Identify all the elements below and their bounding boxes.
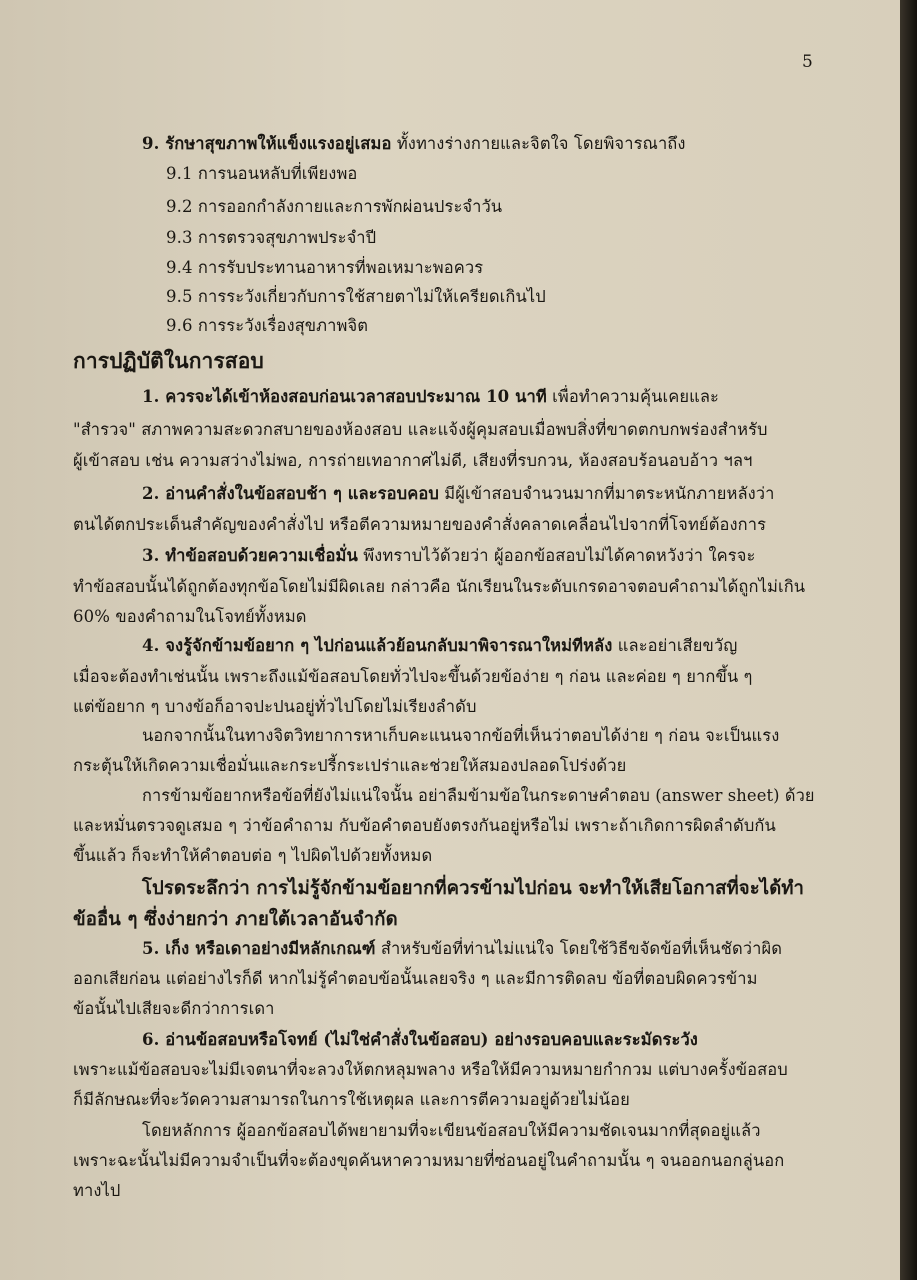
section-heading-exam: การปฏิบัติในการสอบ (73, 348, 264, 373)
para4c-line3: ขึ้นแล้ว ก็จะทำให้คำตอบต่อ ๆ ไปผิดไปด้วยทั้งหมด (73, 846, 433, 865)
section9-item: 9.2 การออกกำลังกายและการพักผ่อนประจำวัน (166, 197, 503, 216)
para6-line3: ก็มีลักษณะที่จะวัดความสามารถในการใช้เหตุผล และการตีความอยู่ด้วยไม่น้อย (73, 1090, 630, 1109)
para4-rest: และอย่าเสียขวัญ (612, 636, 738, 655)
reminder-line2: ข้ออื่น ๆ ซึ่งง่ายกว่า ภายใต้เวลาอันจำกัด (73, 909, 398, 930)
section9-heading-line (142, 131, 686, 157)
para6b-line2: เพราะฉะนั้นไม่มีความจำเป็นที่จะต้องขุดค้นหาความหมายที่ซ่อนอยู่ในคำถามนั้น ๆ จนออกนอกลู่นอก (73, 1151, 785, 1170)
para3-line1 (142, 543, 756, 569)
para6-line2: เพราะแม้ข้อสอบจะไม่มีเจตนาที่จะลวงให้ตกหลุมพลาง หรือให้มีความหมายกำกวม แต่บางครั้งข้อสอบ (73, 1060, 788, 1079)
para5-line2: ออกเสียก่อน แต่อย่างไรก็ดี หากไม่รู้คำตอบข้อนั้นเลยจริง ๆ และมีการติดลบ ข้อที่ตอบผิดควรข้าม (73, 969, 758, 988)
para2-lead: 2. อ่านคำสั่งในข้อสอบช้า ๆ และรอบคอบ (142, 484, 439, 503)
para5-line3: ข้อนั้นไปเสียจะดีกว่าการเดา (73, 999, 275, 1018)
para5-lead: 5. เก็ง หรือเดาอย่างมีหลักเกณฑ์ (142, 939, 376, 958)
section9-title: 9. รักษาสุขภาพให้แข็งแรงอยู่เสมอ (142, 134, 392, 153)
para4-line2: เมื่อจะต้องทำเช่นนั้น เพราะถึงแม้ข้อสอบโดยทั่วไปจะขึ้นด้วยข้อง่าย ๆ ก่อน และค่อย ๆ ยากขึ้น ๆ (73, 667, 753, 686)
para3-line2: ทำข้อสอบนั้นได้ถูกต้องทุกข้อโดยไม่มีผิดเลย กล่าวคือ นักเรียนในระดับเกรดอาจตอบคำถามได้ถูกไม่เกิน (73, 577, 806, 596)
section9-item: 9.6 การระวังเรื่องสุขภาพจิต (166, 316, 369, 335)
section9-item: 9.3 การตรวจสุขภาพประจำปี (166, 228, 377, 247)
para5-rest: สำหรับข้อที่ท่านไม่แน่ใจ โดยใช้วิธีขจัดข้อที่เห็นชัดว่าผิด (375, 939, 783, 958)
para4b-line1: นอกจากนั้นในทางจิตวิทยาการหาเก็บคะแนนจากข้อที่เห็นว่าตอบได้ง่าย ๆ ก่อน จะเป็นแรง (142, 726, 780, 745)
para3-line3: 60% ของคำถามในโจทย์ทั้งหมด (73, 607, 307, 626)
para1-lead: 1. ควรจะได้เข้าห้องสอบก่อนเวลาสอบประมาณ 10 นาที (142, 387, 547, 406)
para4b-line2: กระตุ้นให้เกิดความเชื่อมั่นและกระปรี้กระเปร่าและช่วยให้สมองปลอดโปร่งด้วย (73, 756, 627, 775)
para3-rest: พึงทราบไว้ด้วยว่า ผู้ออกข้อสอบไม่ได้คาดหวังว่า ใครจะ (357, 546, 756, 565)
page-number: 5 (802, 52, 813, 72)
para4c-line2: และหมั่นตรวจดูเสมอ ๆ ว่าข้อคำถาม กับข้อคำตอบยังตรงกันอยู่หรือไม่ เพราะถ้าเกิดการผิดลำดับกัน (73, 816, 776, 835)
para4-lead: 4. จงรู้จักข้ามข้อยาก ๆ ไปก่อนแล้วย้อนกลับมาพิจารณาใหม่ทีหลัง (142, 636, 613, 655)
section9-item: 9.4 การรับประทานอาหารที่พอเหมาะพอควร (166, 258, 484, 277)
para6b-line1: โดยหลักการ ผู้ออกข้อสอบได้พยายามที่จะเขียนข้อสอบให้มีความชัดเจนมากที่สุดอยู่แล้ว (142, 1121, 761, 1140)
para6b-line3: ทางไป (73, 1181, 121, 1200)
para1-line3: ผู้เข้าสอบ เช่น ความสว่างไม่พอ, การถ่ายเทอากาศไม่ดี, เสียงที่รบกวน, ห้องสอบร้อนอบอ้าว ฯลฯ (73, 451, 753, 470)
page-edge-shadow (900, 0, 917, 1280)
para5-line1 (142, 936, 782, 962)
para2-line1 (142, 481, 775, 507)
section9-title-rest: ทั้งทางร่างกายและจิตใจ โดยพิจารณาถึง (391, 134, 686, 153)
para4-line3: แต่ข้อยาก ๆ บางข้อก็อาจปะปนอยู่ทั่วไปโดยไม่เรียงลำดับ (73, 697, 477, 716)
para2-rest: มีผู้เข้าสอบจำนวนมากที่มาตระหนักภายหลังว่า (438, 484, 775, 503)
section9-item: 9.5 การระวังเกี่ยวกับการใช้สายตาไม่ให้เครียดเกินไป (166, 287, 546, 306)
para1-line1 (142, 384, 719, 410)
para1-line2: "สำรวจ" สภาพความสะดวกสบายของห้องสอบ และแจ้งผู้คุมสอบเมื่อพบสิ่งที่ขาดตกบกพร่องสำหรับ (73, 420, 768, 439)
para2-line2: ตนได้ตกประเด็นสำคัญของคำสั่งไป หรือตีความหมายของคำสั่งคลาดเคลื่อนไปจากที่โจทย์ต้องการ (73, 515, 767, 534)
reminder-line1: โปรดระลึกว่า การไม่รู้จักข้ามข้อยากที่ควรข้ามไปก่อน จะทำให้เสียโอกาสที่จะได้ทำ (142, 878, 804, 899)
para4c-line1: การข้ามข้อยากหรือข้อที่ยังไม่แน่ใจนั้น อย่าลืมข้ามข้อในกระดาษคำตอบ (answer sheet) ด้วย (142, 786, 815, 805)
para6-line1: 6. อ่านข้อสอบหรือโจทย์ (ไม่ใช่คำสั่งในข้อสอบ) อย่างรอบคอบและระมัดระวัง (142, 1030, 698, 1049)
para3-lead: 3. ทำข้อสอบด้วยความเชื่อมั่น (142, 546, 358, 565)
section9-item: 9.1 การนอนหลับที่เพียงพอ (166, 164, 358, 183)
para4-line1 (142, 633, 737, 659)
para1-rest: เพื่อทำความคุ้นเคยและ (546, 387, 720, 406)
